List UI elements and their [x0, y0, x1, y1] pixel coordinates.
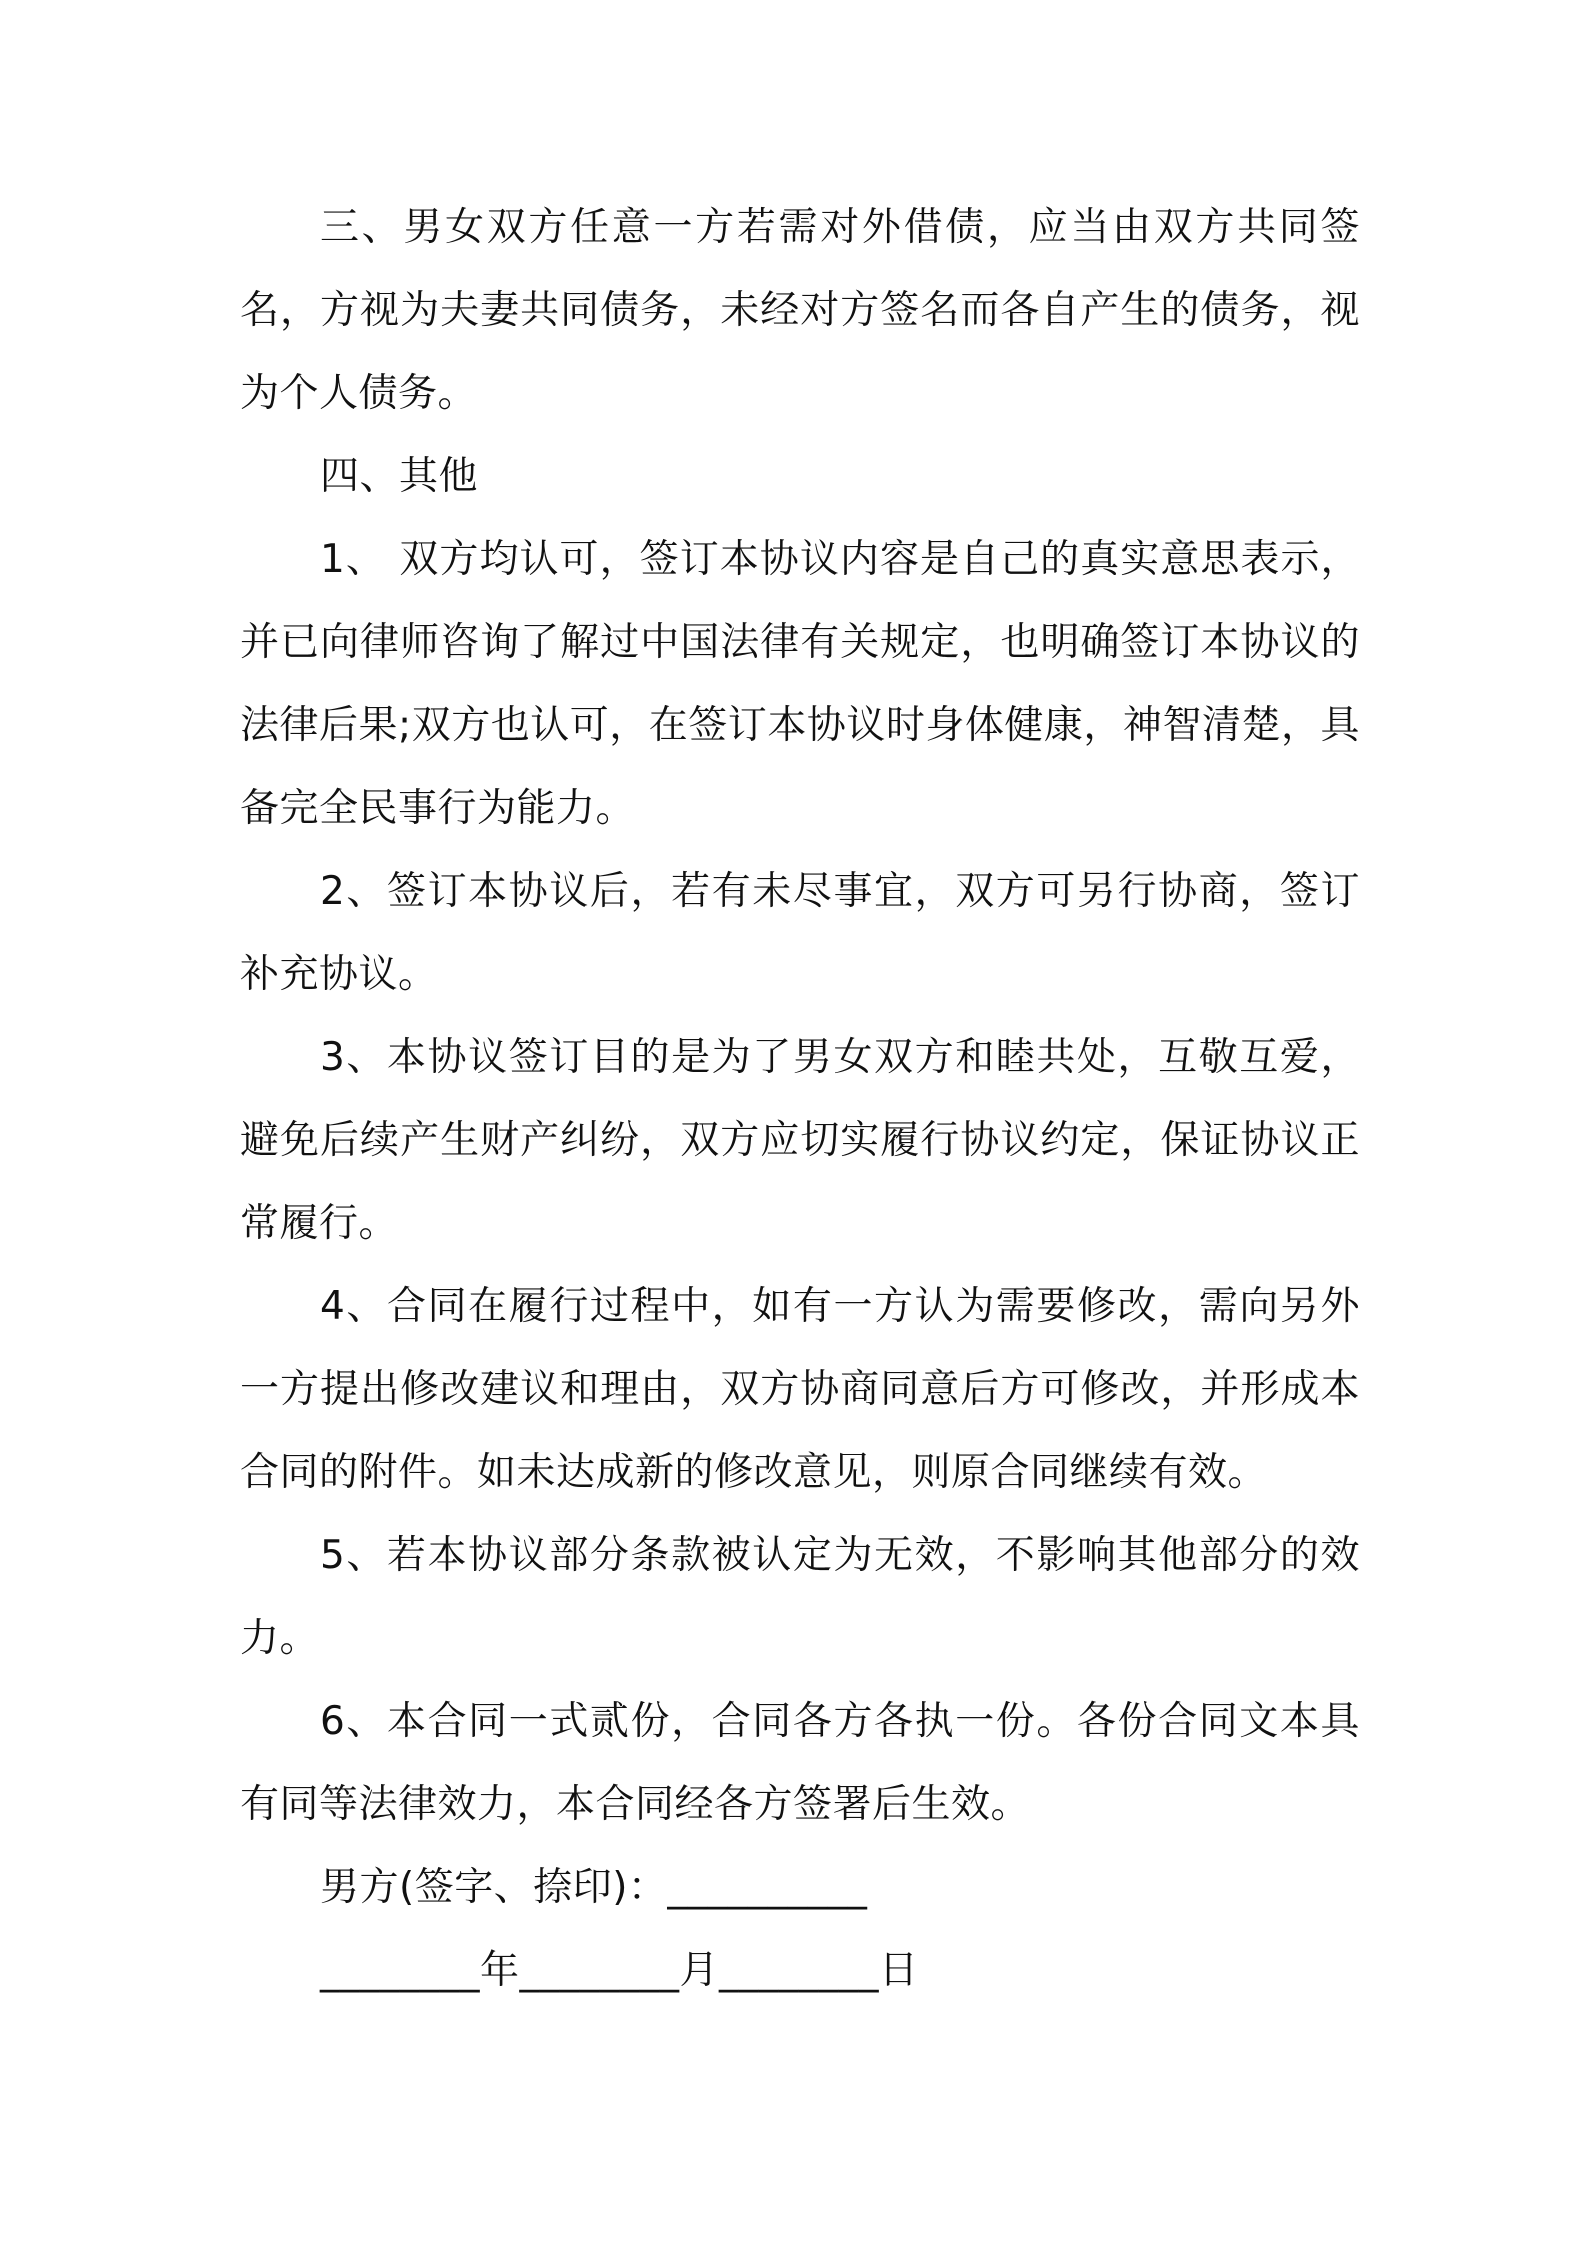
item-6: 6、本合同一式贰份，合同各方各执一份。各份合同文本具有同等法律效力，本合同经各方签署后生效。: [240, 1699, 1360, 1827]
item-4: 4、合同在履行过程中，如有一方认为需要修改，需向另外一方提出修改建议和理由，双方协商同意后方可修改，并形成本合同的附件。如未达成新的修改意见，则原合同继续有效。: [240, 1284, 1360, 1495]
item-1: 1、 双方均认可，签订本协议内容是自己的真实意思表示，并已向律师咨询了解过中国法律有关规定，也明确签订本协议的法律后果;双方也认可，在签订本协议时身体健康，神智清楚，具备完全民事行为能力。: [240, 537, 1360, 831]
date-line: ________年________月________日: [320, 1948, 919, 1993]
document-body: [240, 186, 1360, 2012]
item-5: 5、若本协议部分条款被认定为无效，不影响其他部分的效力。: [240, 1533, 1360, 1661]
section-four-heading: 四、其他: [320, 454, 479, 499]
male-signature-line: 男方(签字、捺印)：__________: [320, 1865, 868, 1910]
item-2: 2、签订本协议后，若有未尽事宜，双方可另行协商，签订补充协议。: [240, 869, 1360, 997]
item-3: 3、本协议签订目的是为了男女双方和睦共处，互敬互爱，避免后续产生财产纠纷，双方应切实履行协议约定，保证协议正常履行。: [240, 1035, 1360, 1246]
clause-three: 三、男女双方任意一方若需对外借债，应当由双方共同签名，方视为夫妻共同债务，未经对方签名而各自产生的债务，视为个人债务。: [240, 205, 1360, 416]
